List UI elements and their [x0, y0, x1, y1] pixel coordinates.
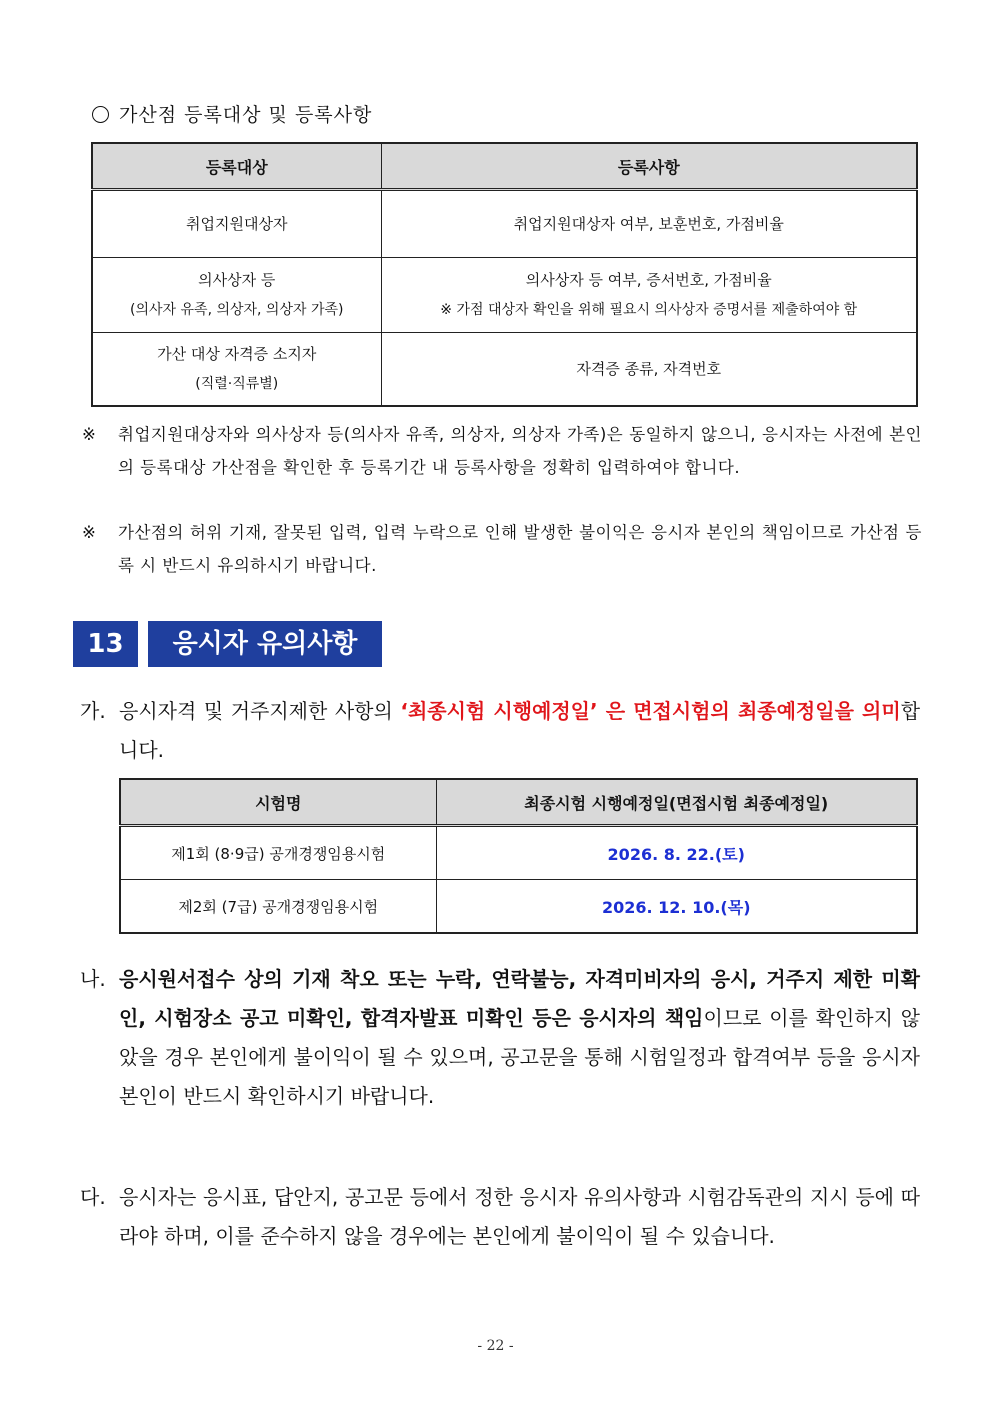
items-cell-note: ※ 가점 대상자 확인을 위해 필요시 의사상자 증명서를 제출하여야 함: [440, 302, 858, 318]
note-1: [82, 418, 922, 484]
note-mark: ※: [82, 523, 96, 542]
note-text: 가산점의 허위 기재, 잘못된 입력, 입력 누락으로 인해 발생한 불이익은 응시자 본인의 책임이므로 가산점 등록 시 반드시 유의하시기 바랍니다.: [118, 523, 922, 575]
header-items: 등록사항: [381, 143, 917, 190]
table-header-row: [92, 143, 917, 190]
paragraph-ga: [80, 692, 920, 770]
note-mark: ※: [82, 425, 96, 444]
para-text: 응시자는 응시표, 답안지, 공고문 등에서 정한 응시자 유의사항과 시험감독관의 지시 등에 따라야 하며, 이를 준수하지 않을 경우에는 본인에게 불이익이 될 수 있습니다.: [119, 1185, 920, 1248]
para-mark: 가.: [80, 699, 106, 723]
para-text: 응시자격 및 거주지제한 사항의: [119, 699, 401, 723]
para-mark: 다.: [80, 1185, 106, 1209]
table-header-row: [120, 779, 917, 826]
registration-table: [91, 142, 918, 407]
target-cell: 가산 대상 자격증 소지자: [157, 345, 317, 363]
table-row: [92, 333, 917, 407]
para-mark: 나.: [80, 967, 106, 991]
table-row: [92, 190, 917, 258]
target-cell-sub: (직렬·직류별): [195, 376, 279, 392]
target-cell: 취업지원대상자: [186, 215, 288, 233]
items-cell: 취업지원대상자 여부, 보훈번호, 가점비율: [513, 215, 784, 233]
para-text-end: 합니다.: [119, 699, 921, 762]
header-exam-name: 시험명: [120, 779, 436, 826]
note-text: 취업지원대상자와 의사상자 등(의사자 유족, 의상자, 의상자 가족)은 동일하지 않으니, 응시자는 사전에 본인의 등록대상 가산점을 확인한 후 등록기간 내 등록사항을 정확히 입력하여야 합니다.: [118, 425, 922, 477]
items-cell: 자격증 종류, 자격번호: [576, 360, 722, 378]
table-row: [92, 258, 917, 333]
circle-bullet-icon: [92, 106, 109, 123]
table-row: [120, 826, 917, 880]
header-target: 등록대상: [92, 143, 381, 190]
para-highlight: ‘최종시험 시행예정일’ 은 면접시험의 최종예정일을 의미: [400, 699, 901, 723]
target-cell-sub: (의사자 유족, 의상자, 의상자 가족): [130, 302, 344, 318]
exam-name-cell: 제2회 (7급) 공개경쟁임용시험: [120, 880, 436, 934]
paragraph-na: [80, 960, 920, 1116]
header-exam-date: 최종시험 시행예정일(면접시험 최종예정일): [436, 779, 917, 826]
exam-date-cell: 2026. 12. 10.(목): [436, 880, 917, 934]
items-cell: 의사상자 등 여부, 증서번호, 가점비율: [525, 271, 772, 289]
exam-name-cell: 제1회 (8·9급) 공개경쟁임용시험: [120, 826, 436, 880]
target-cell: 의사상자 등: [198, 271, 276, 289]
section-title: 응시자 유의사항: [148, 621, 382, 667]
registration-heading: [92, 100, 372, 127]
table-row: [120, 880, 917, 934]
para-bold: 응시원서접수 상의 기재 착오 또는 누락, 연락불능, 자격미비자의 응시, 거주지 제한 미확인, 시험장소 공고 미확인, 합격자발표 미확인 등은 응시자의 책임: [119, 967, 920, 1030]
paragraph-da: [80, 1178, 920, 1256]
exam-schedule-table: [119, 778, 918, 934]
page-number: - 22 -: [477, 1338, 514, 1354]
para-text: 이므로 이를 확인하지 않았을 경우 본인에게 불이익이 될 수 있으며, 공고문을 통해 시험일정과 합격여부 등을 응시자 본인이 반드시 확인하시기 바랍니다.: [119, 1006, 920, 1108]
section-number: 13: [73, 621, 138, 667]
exam-date-cell: 2026. 8. 22.(토): [436, 826, 917, 880]
heading-text: 가산점 등록대상 및 등록사항: [119, 104, 373, 126]
note-2: [82, 516, 922, 582]
